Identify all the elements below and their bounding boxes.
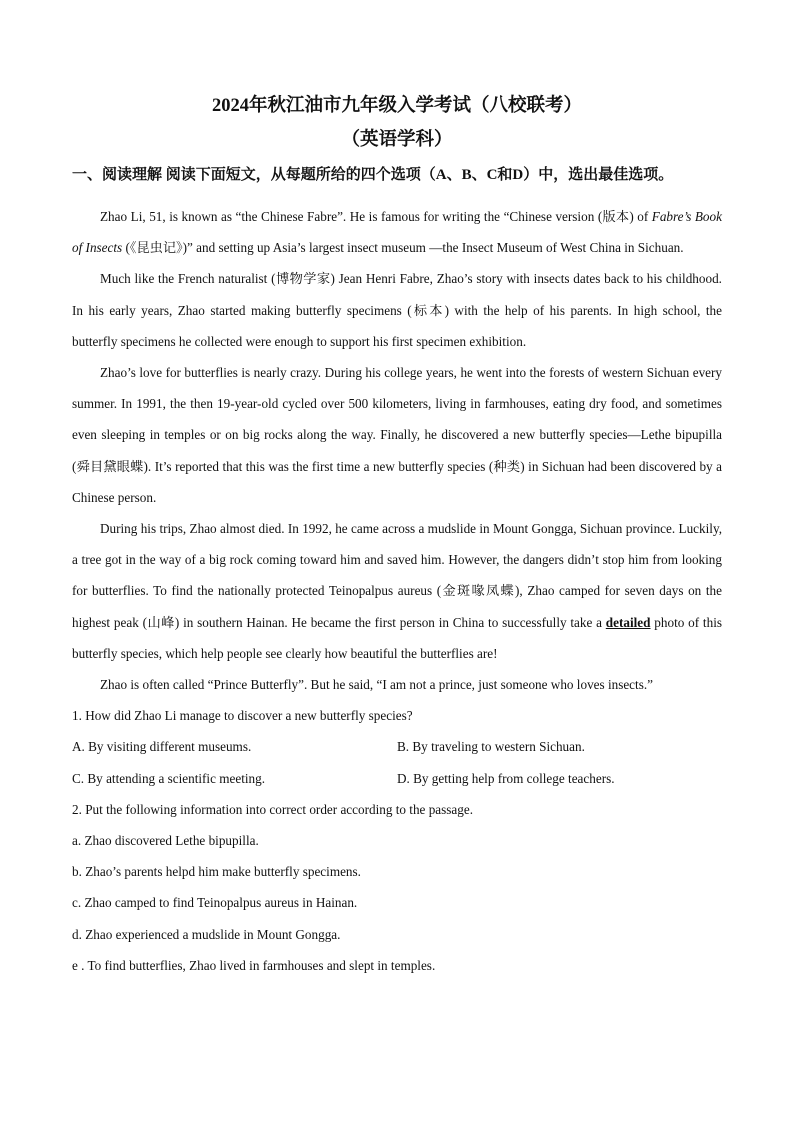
passage-paragraph-2: Much like the French naturalist (博物学家) Jean Henri Fabre, Zhao’s story with insects dates back to his childhood. In his early years, Zhao started making butterfly specimens (标本) with the help of his parents. In high school, the butterfly specimens he collected were enough to support his first specimen exhibition.	[72, 271, 722, 349]
page-title: 2024年秋江油市九年级入学考试（八校联考）	[211, 96, 582, 116]
question-2-item-b: b. Zhao’s parents helpd him make butterfly specimens.	[72, 864, 361, 880]
passage-paragraph-1: Zhao Li, 51, is known as “the Chinese Fabre”. He is famous for writing the “Chinese version (版本) of Fabre’s Book of Insects (《昆虫记》)” and setting up Asia’s largest insect museum —the Insect Museum of West China in Sichuan.	[72, 209, 722, 256]
option-c: C. By attending a scientific meeting.	[72, 770, 266, 786]
question-2-item-a: a. Zhao discovered Lethe bipupilla.	[72, 833, 259, 849]
question-2-item-d: d. Zhao experienced a mudslide in Mount Gongga.	[72, 926, 341, 942]
question-1-stem: 1. How did Zhao Li manage to discover a new butterfly species?	[72, 708, 413, 724]
option-d: D. By getting help from college teachers.	[397, 770, 615, 786]
book-title: Fabre’s Book of Insects	[72, 209, 722, 256]
passage-paragraph-5: Zhao is often called “Prince Butterfly”. But he said, “I am not a prince, just someone who loves insects.”	[100, 677, 653, 693]
option-b: B. By traveling to western Sichuan.	[397, 739, 585, 755]
underlined-word: detailed	[605, 614, 651, 630]
option-a: A. By visiting different museums.	[72, 739, 252, 755]
page-subtitle: （英语学科）	[341, 130, 453, 150]
section-heading: 一、阅读理解 阅读下面短文，从每题所给的四个选项（A、B、C和D）中，选出最佳选项。	[72, 167, 674, 183]
passage-paragraph-4: During his trips, Zhao almost died. In 1992, he came across a mudslide in Mount Gongga, Sichuan province. Luckily, a tree got in the way of a big rock coming toward him and saved him. However, the dangers didn’t stop him from looking for butterflies. To find the nationally protected Teinopalpus aureus (金斑喙凤蝶), Zhao camped for seven days on the highest peak (山峰) in southern Hainan. He became the first person in China to successfully take a detailed photo of this butterfly species, which help people see clearly how beautiful the butterflies are!	[72, 521, 722, 661]
passage-paragraph-3: Zhao’s love for butterflies is nearly crazy. During his college years, he went into the forests of western Sichuan every summer. In 1991, the then 19-year-old cycled over 500 kilometers, living in farmhouses, eating dry food, and sometimes even sleeping in temples or on big rocks along the way. Finally, he discovered a new butterfly species—Lethe bipupilla (舜目黛眼蝶). It’s reported that this was the first time a new butterfly species (种类) in Sichuan had been discovered by a Chinese person.	[72, 365, 722, 505]
question-2-item-c: c. Zhao camped to find Teinopalpus aureus in Hainan.	[72, 895, 358, 911]
question-1-options-row-1	[72, 731, 722, 762]
question-1-options-row-2	[72, 763, 722, 794]
document-page	[72, 92, 722, 981]
question-2-item-e: e . To find butterflies, Zhao lived in farmhouses and slept in temples.	[72, 957, 436, 973]
question-2-stem: 2. Put the following information into correct order according to the passage.	[72, 801, 474, 817]
